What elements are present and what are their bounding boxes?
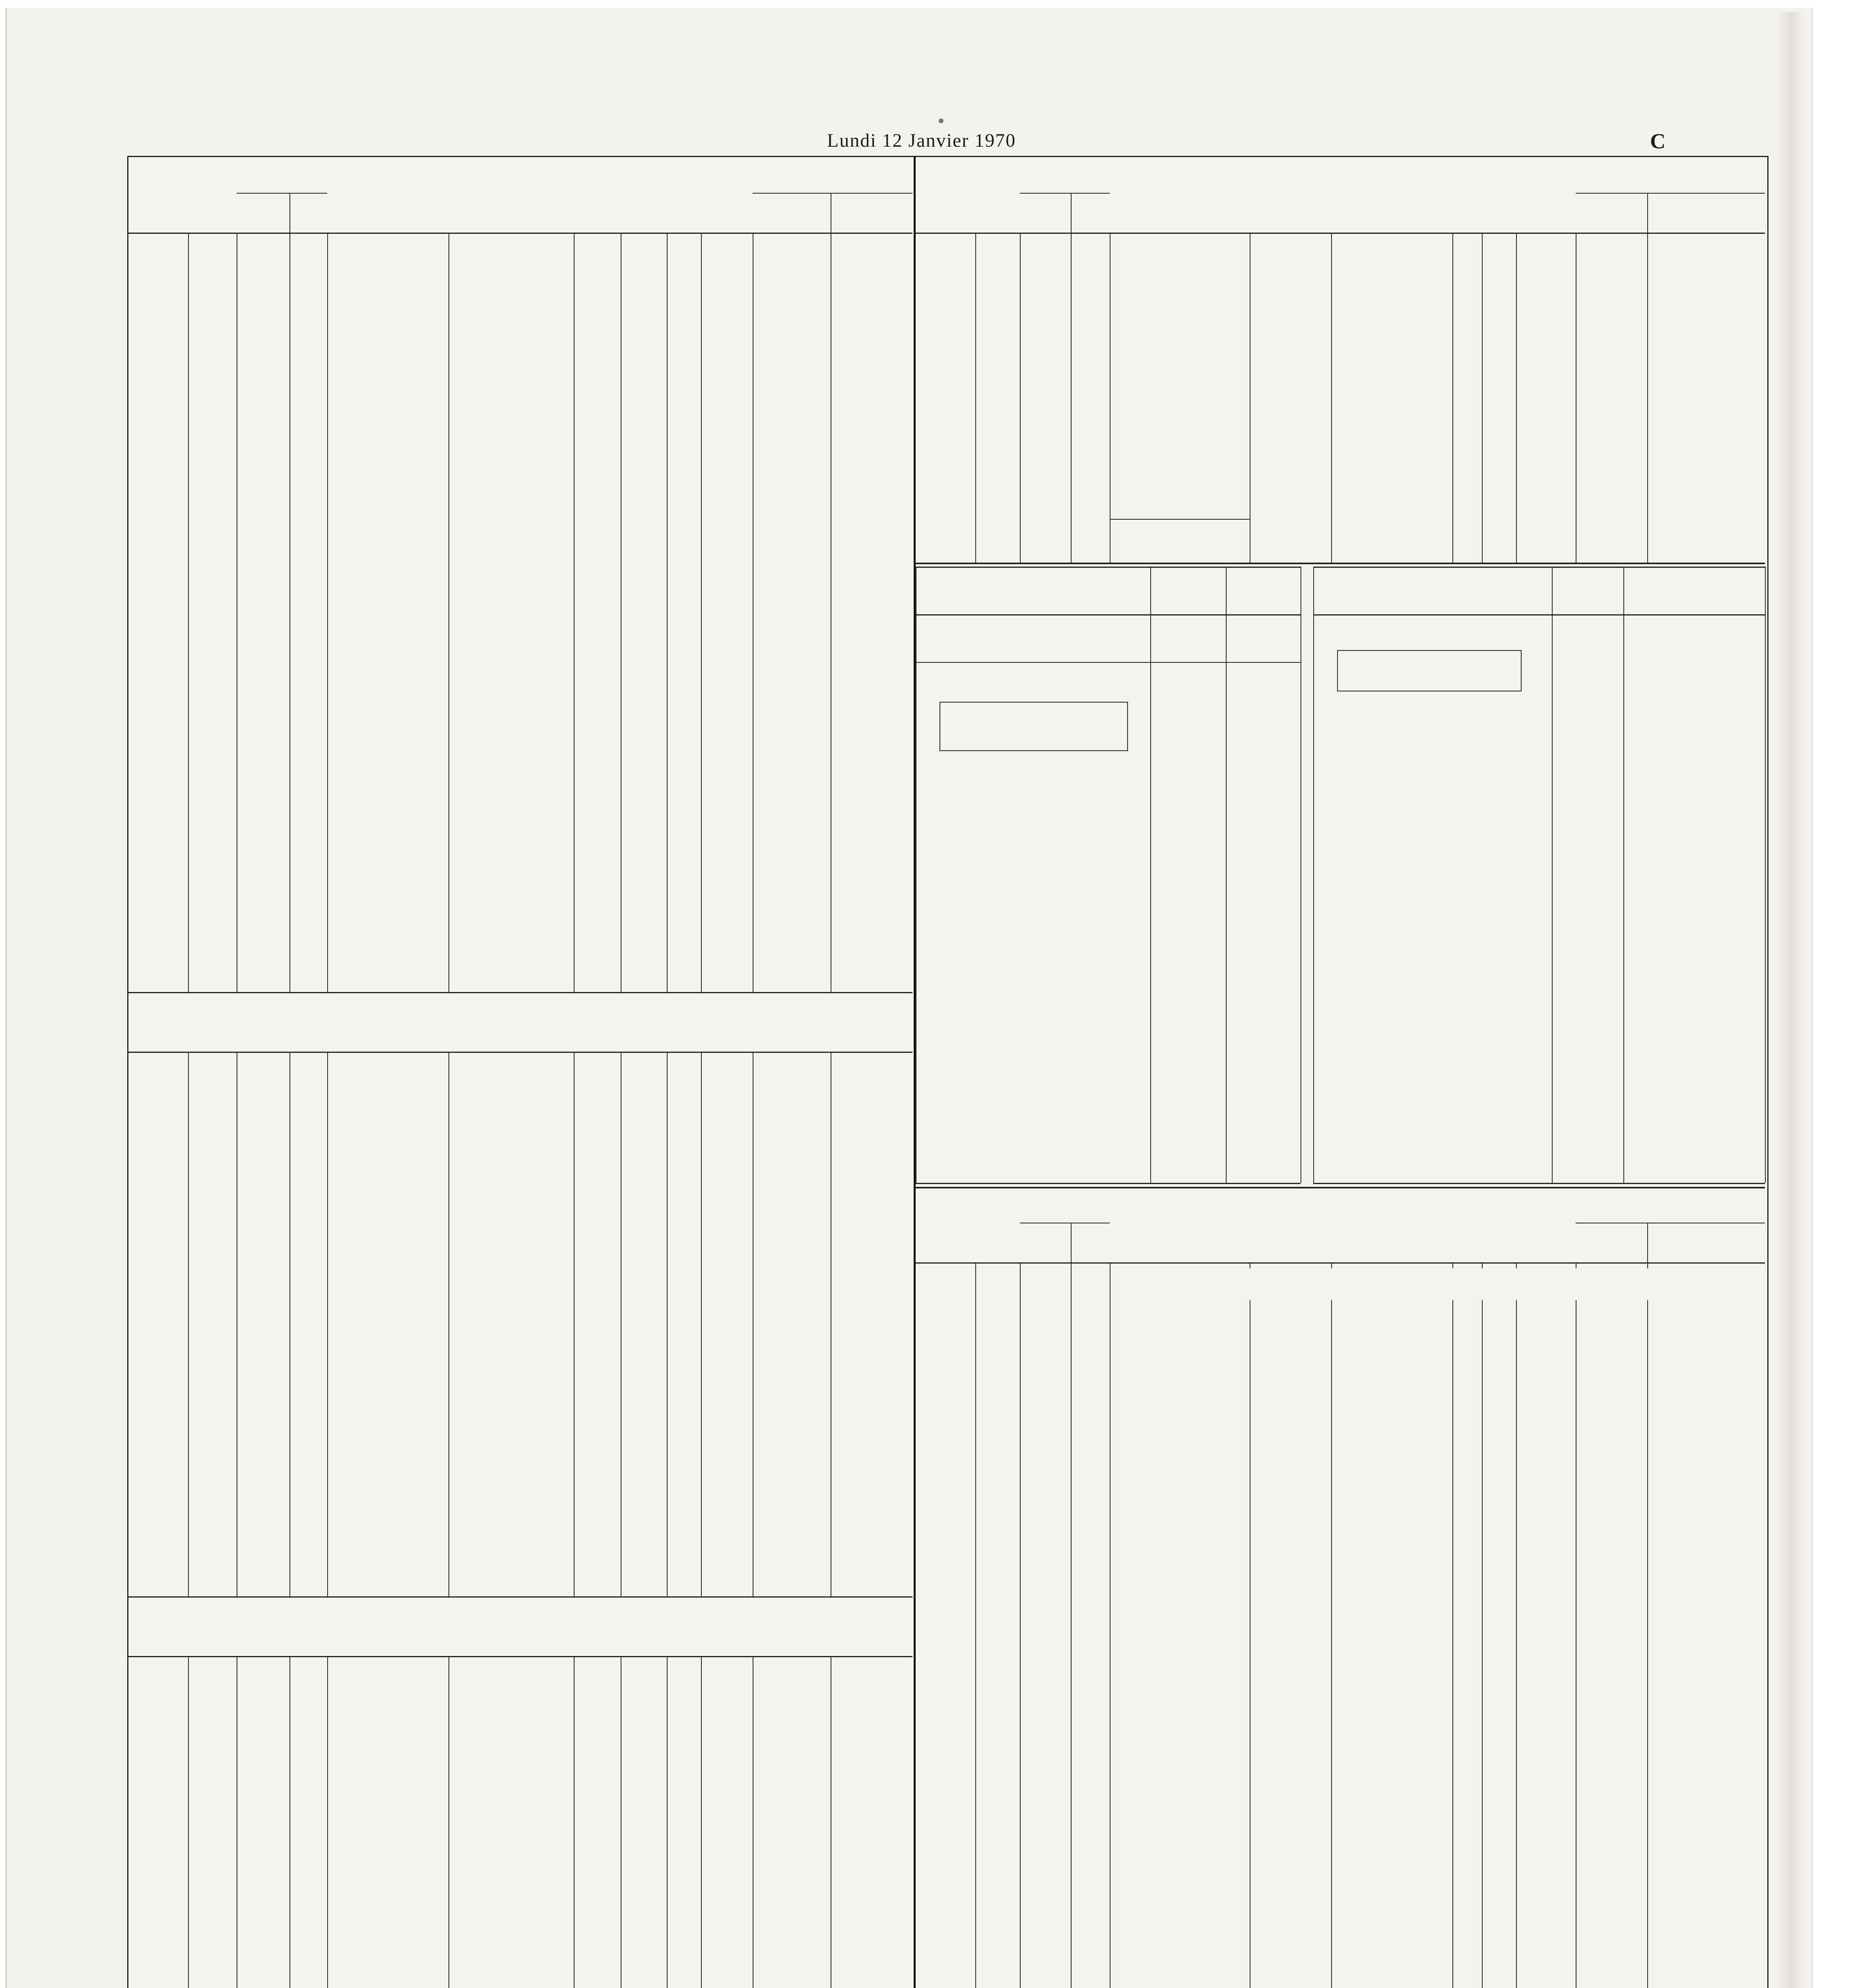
header-demandes [622, 159, 665, 231]
header-dernieres [575, 159, 619, 231]
page-date: Lundi 12 Janvier 1970 [827, 130, 1016, 151]
column-rule [1647, 233, 1648, 563]
column-rule [1020, 233, 1021, 563]
box-edge [1765, 567, 1766, 1183]
header-numeros [450, 159, 572, 231]
header-extremes [1577, 1189, 1763, 1225]
etrangeres-bottom-rule [128, 1656, 912, 1657]
header-numeros [1251, 159, 1330, 231]
coupon-split-rule [1071, 1223, 1072, 1262]
header-offres [1483, 1189, 1514, 1261]
zone-franc-top-rule [128, 992, 912, 993]
column-rule [1516, 1262, 1517, 1988]
header-bottom-rule [916, 233, 1765, 234]
etrangeres-band [128, 1596, 912, 1656]
coupon-sub-rule [1020, 193, 1110, 194]
zone-franc-band [128, 992, 912, 1052]
extremes-sub-rule [753, 193, 912, 194]
droits-rule [916, 662, 1301, 663]
column-rule [1331, 1262, 1332, 1988]
header-dernieres [1333, 159, 1451, 231]
column-rule [701, 233, 702, 1988]
coupon-split-rule [1071, 193, 1072, 233]
note-rule [1110, 519, 1250, 520]
header-extremes [754, 159, 911, 195]
page-fold-shadow [1777, 12, 1805, 1988]
left-column [127, 156, 916, 1988]
header-cours [1518, 159, 1574, 231]
header-bottom-rule [916, 1262, 1765, 1264]
header-designation [1111, 1189, 1248, 1261]
header-offres [1483, 159, 1514, 231]
page-header [0, 126, 1805, 158]
header-nombre [130, 159, 186, 231]
column-rule [1071, 1262, 1072, 1988]
box-column-rule [1150, 567, 1151, 1183]
header-bottom-rule [128, 233, 912, 234]
right-column [914, 156, 1769, 1988]
box-header-rule [1313, 614, 1765, 615]
header-extremes [1577, 159, 1763, 195]
coupon-sub-rule [237, 193, 327, 194]
province-top-rule [916, 1187, 1765, 1188]
column-divider [914, 156, 915, 1988]
section-rule [916, 563, 1765, 564]
header-nombre [917, 1189, 974, 1261]
header-designation [329, 159, 447, 231]
column-rule [1647, 1262, 1648, 1988]
header-demandes [1454, 1189, 1480, 1261]
box-column-rule [1552, 567, 1553, 1183]
header-nominal [977, 1189, 1018, 1261]
punch-mark [939, 118, 943, 123]
box-header-rule [916, 614, 1301, 615]
extremes-split-rule [1647, 193, 1648, 233]
column-rule [327, 233, 328, 1988]
column-rule [1020, 1262, 1021, 1988]
column-rule [667, 233, 668, 1988]
rompus-box [1337, 650, 1522, 691]
column-rule [975, 1262, 976, 1988]
column-rule [1482, 1262, 1483, 1988]
box-bottom [916, 1183, 1301, 1184]
column-rule [574, 233, 575, 1988]
header-numeros [1251, 1189, 1330, 1261]
attribution-box [940, 702, 1128, 751]
box-bottom [1313, 1183, 1765, 1184]
box-top [1313, 567, 1765, 568]
header-dernier-coupon [1021, 159, 1108, 195]
column-rule [1482, 233, 1483, 563]
header-nominal [977, 159, 1018, 231]
column-rule [188, 233, 189, 1988]
header-dernier-coupon [1021, 1189, 1108, 1225]
header-nominal [190, 159, 235, 231]
column-rule [289, 233, 290, 1988]
column-rule [1071, 233, 1072, 563]
header-nombre [917, 159, 974, 231]
header-dernier-coupon [238, 159, 326, 195]
page-letter: C [1650, 129, 1666, 153]
header-offres [668, 159, 699, 231]
extremes-split-rule [1647, 1223, 1648, 1262]
box-column-rule [1623, 567, 1624, 1183]
header-cours [1518, 1189, 1574, 1261]
extremes-sub-rule [1576, 193, 1765, 194]
box-top [916, 567, 1301, 568]
box-edge [1313, 567, 1314, 1183]
header-demandes [1454, 159, 1480, 231]
province-title-band [1110, 1268, 1764, 1300]
header-dernieres [1333, 1189, 1451, 1261]
column-rule [1331, 233, 1332, 563]
box-column-rule [1226, 567, 1227, 1183]
column-rule [1452, 1262, 1453, 1988]
column-rule [975, 233, 976, 563]
column-rule [1452, 233, 1453, 563]
header-designation [1111, 159, 1248, 231]
coupon-split-rule [289, 193, 290, 233]
zone-franc-bottom-rule [128, 1052, 912, 1053]
header-cours [703, 159, 751, 231]
etrangeres-top-rule [128, 1596, 912, 1598]
column-rule [1516, 233, 1517, 563]
column-rule [448, 233, 449, 1988]
